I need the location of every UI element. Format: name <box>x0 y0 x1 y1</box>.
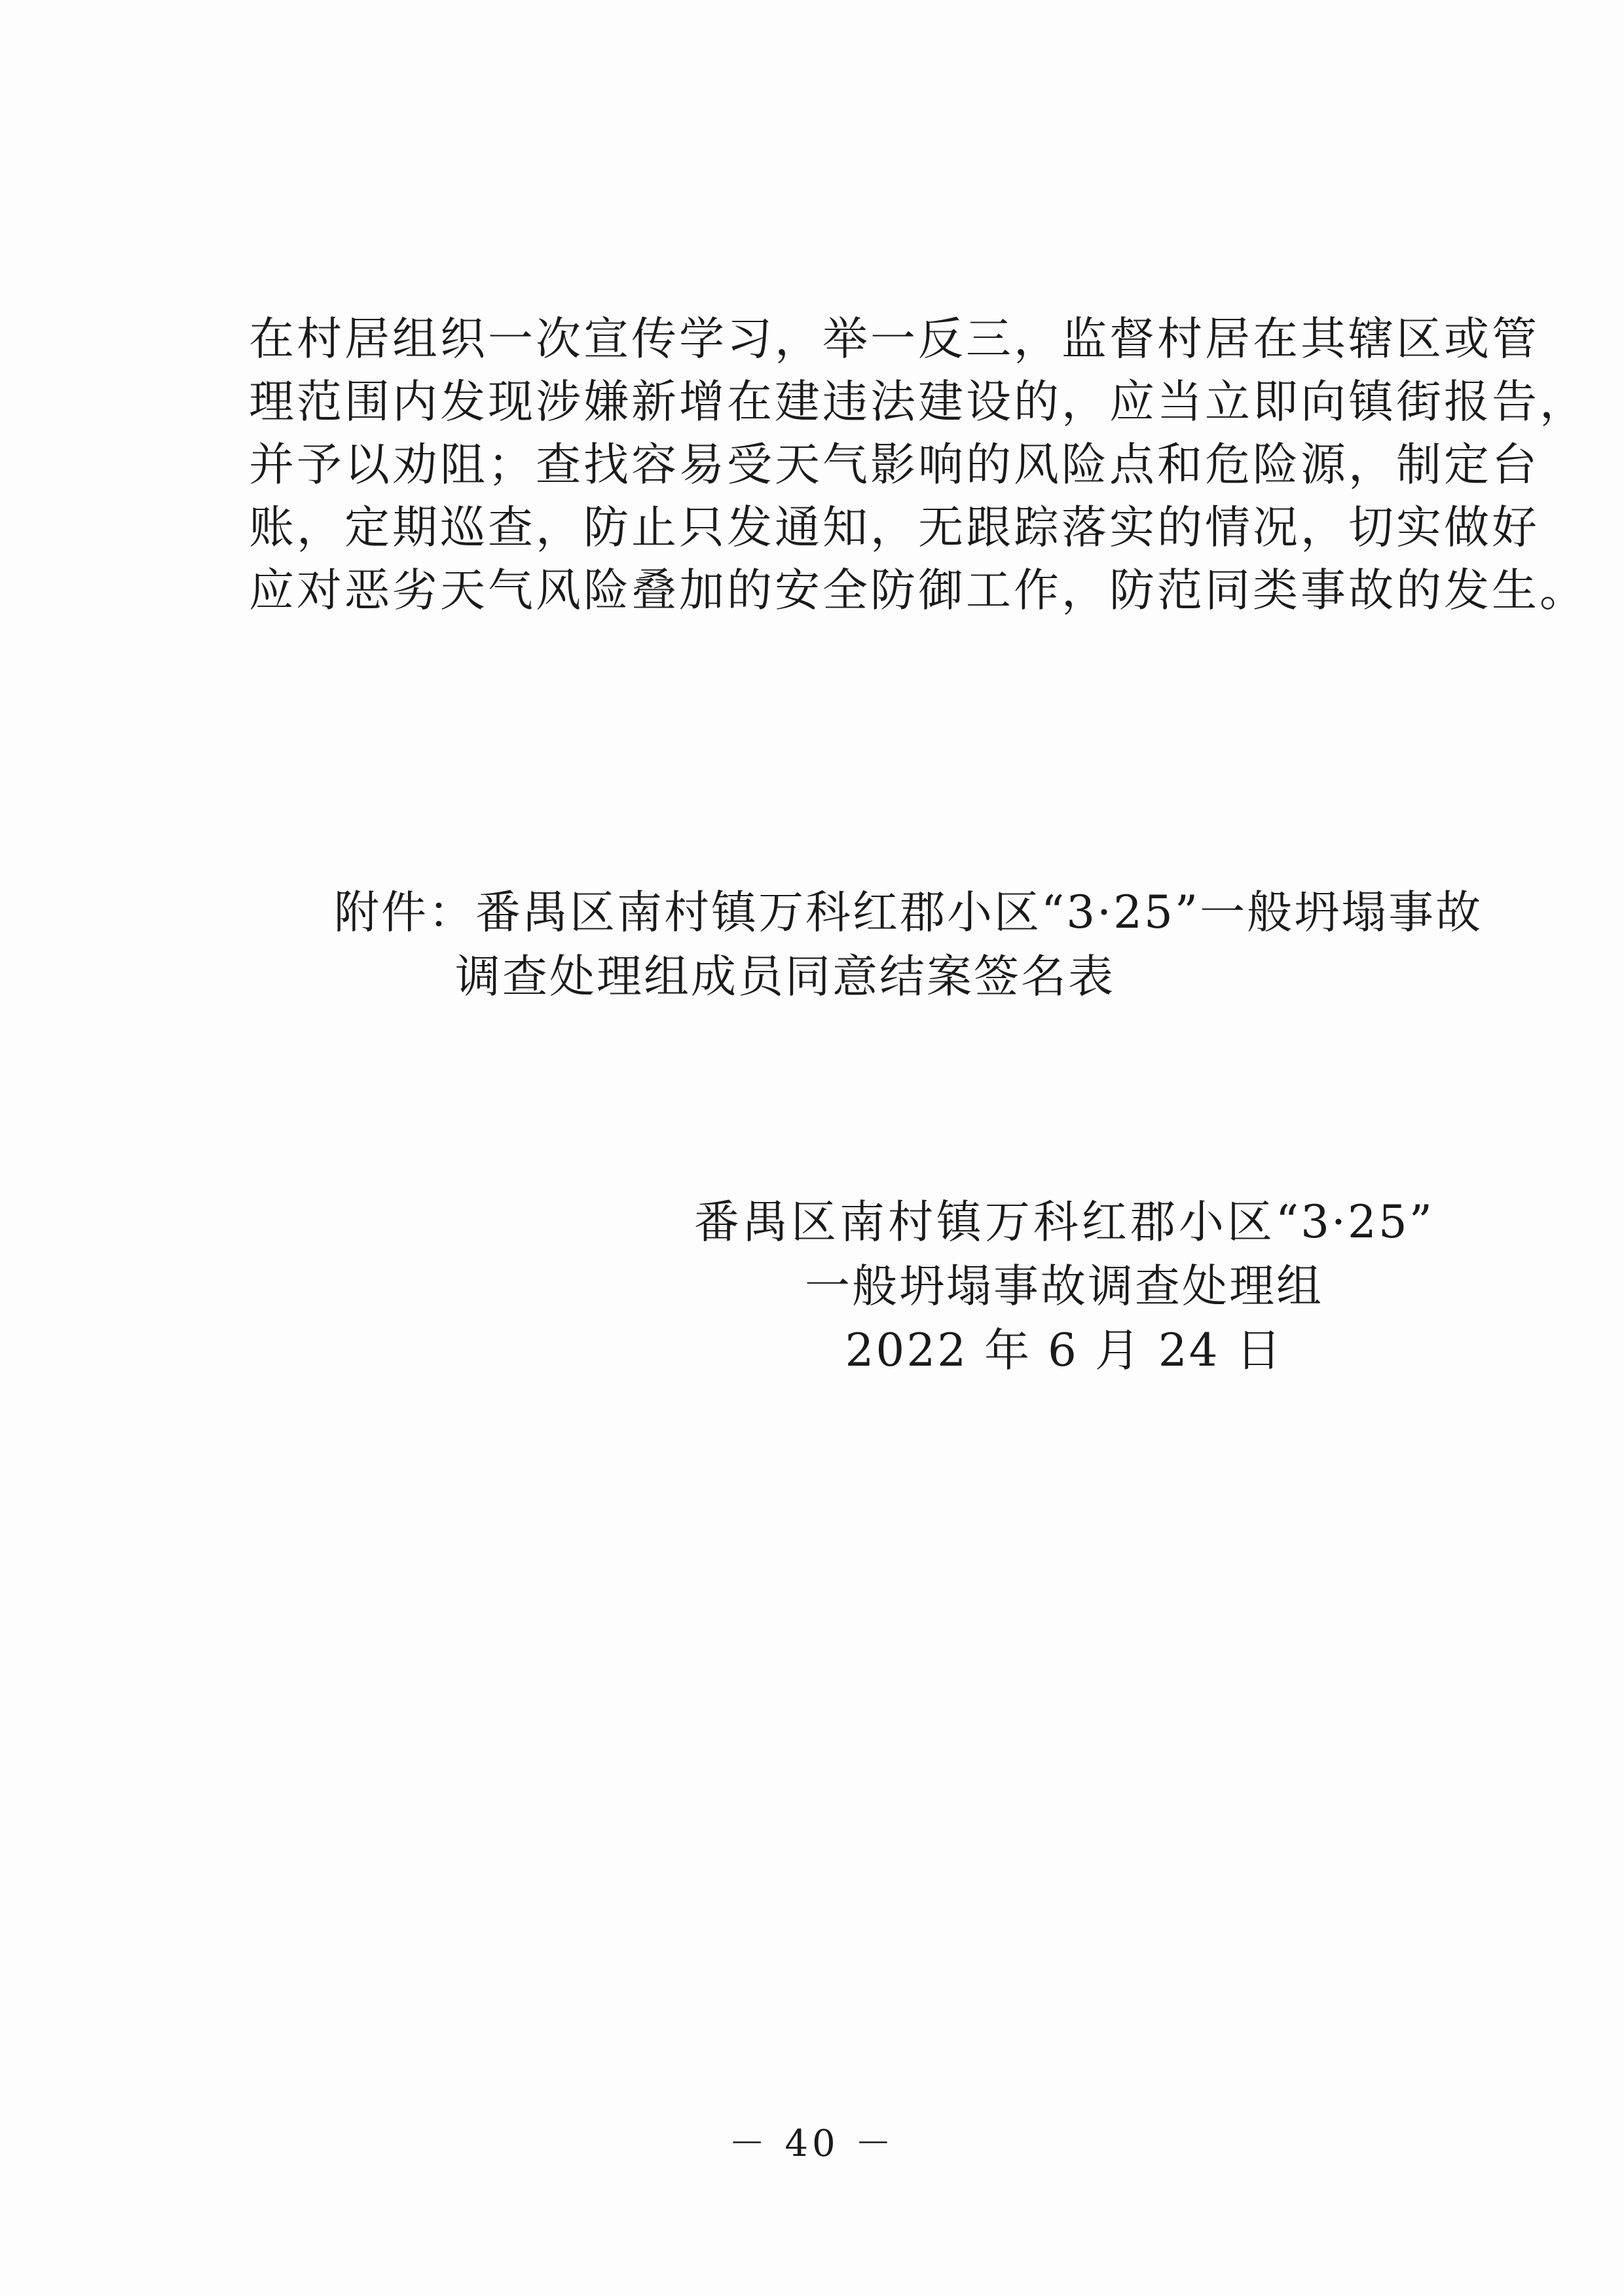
body-paragraph <box>249 308 1587 622</box>
signature-org-line-1: 番禺区南村镇万科红郡小区“3·25” <box>694 1196 1434 1248</box>
signature-org-line-2: 一般坍塌事故调查处理组 <box>805 1260 1323 1313</box>
signature-date: 2022 年 6 月 24 日 <box>845 1324 1283 1377</box>
page-number: － 40 － <box>728 2123 896 2165</box>
attachment-line-1: 附件：番禺区南村镇万科红郡小区“3·25”一般坍塌事故 <box>334 886 1483 939</box>
attachment-line-2: 调查处理组成员同意结案签名表 <box>455 951 1115 1003</box>
body-line-3: 并予以劝阻；查找容易受天气影响的风险点和危险源，制定台 <box>249 439 1540 491</box>
body-line-4: 账，定期巡查，防止只发通知，无跟踪落实的情况，切实做好 <box>249 501 1540 554</box>
body-line-2: 理范围内发现涉嫌新增在建违法建设的，应当立即向镇街报告， <box>249 376 1587 428</box>
attachment-note <box>334 881 1483 1009</box>
signature-block <box>694 1190 1434 1383</box>
body-line-1: 在村居组织一次宣传学习，举一反三，监督村居在其辖区或管 <box>249 313 1540 365</box>
body-line-5: 应对恶劣天气风险叠加的安全防御工作，防范同类事故的发生。 <box>249 564 1587 617</box>
